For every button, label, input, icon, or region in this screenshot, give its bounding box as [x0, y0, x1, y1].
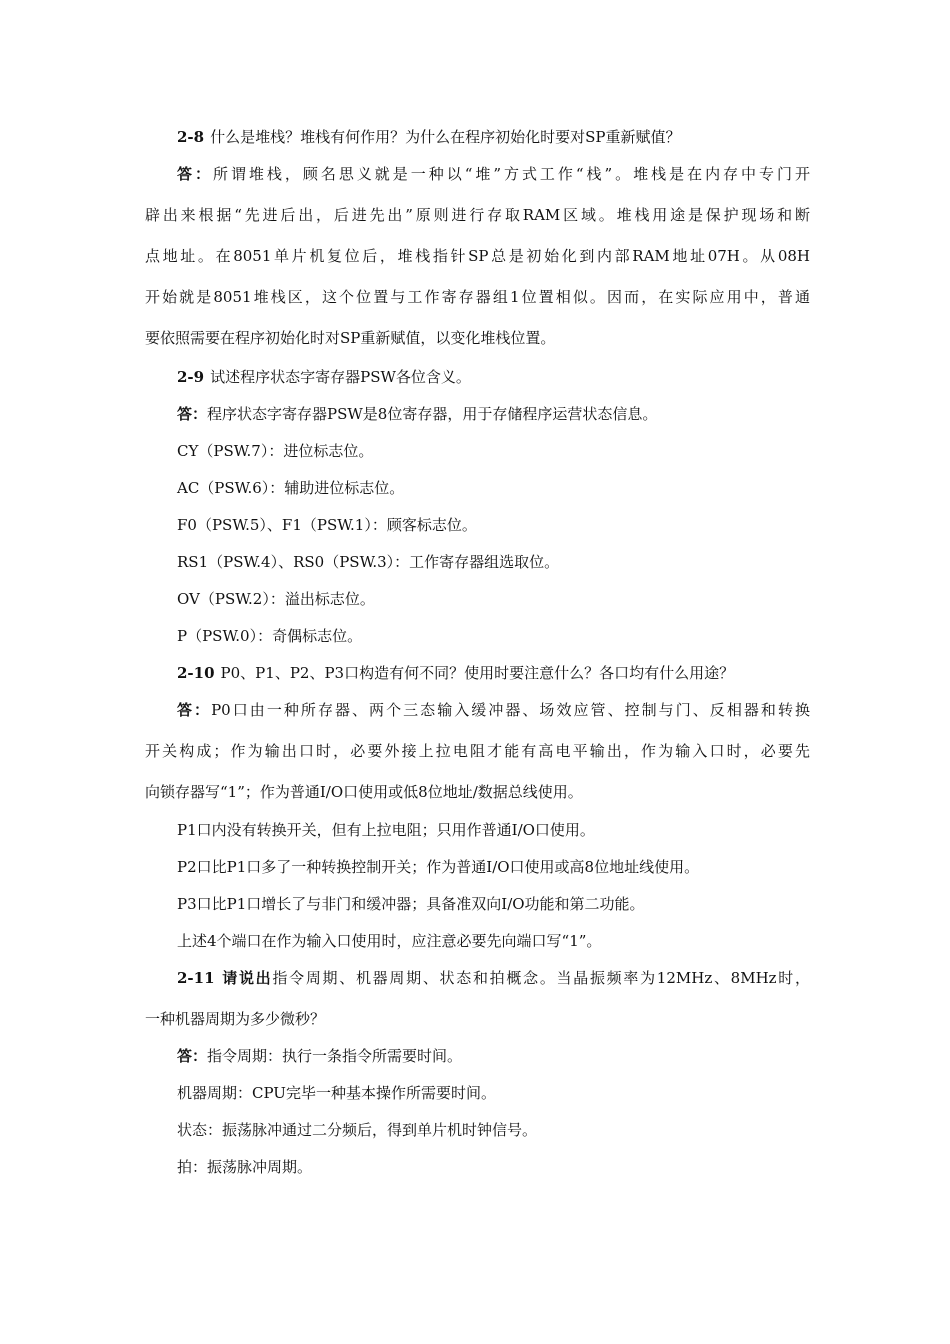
question-text: 试述程序状态字寄存器PSW各位含义。 [210, 368, 471, 386]
question-number: 2-8 [177, 128, 205, 146]
psw-bit-item: OV（PSW.2）：溢出标志位。 [177, 590, 375, 608]
answer-line: 点地址。在8051单片机复位后，堆栈指针SP总是初始化到内部RAM地址07H。从08H [145, 247, 810, 265]
definition-item: 拍：振荡脉冲周期。 [177, 1158, 313, 1176]
answer-line: 辟出来根据“先进后出，后进先出”原则进行存取RAM区域。堆栈用途是保护现场和断 [145, 206, 810, 224]
answer-label: 答： [177, 1047, 208, 1065]
question-2-11 [177, 967, 810, 989]
question-text: P0、P1、P2、P3口构造有何不同？使用时要注意什么？各口均有什么用途？ [220, 664, 735, 682]
definition-item: 状态：振荡脉冲通过二分频后，得到单片机时钟信号。 [177, 1121, 538, 1139]
question-number: 2-11 [177, 969, 215, 987]
question-number: 2-10 [177, 664, 215, 682]
psw-bit-item: AC（PSW.6）：辅助进位标志位。 [177, 479, 405, 497]
answer-line: 答：所谓堆栈，顾名思义就是一种以“堆”方式工作“栈”。堆栈是在内存中专门开 [177, 165, 810, 183]
answer-line: 答：指令周期：执行一条指令所需要时间。 [177, 1047, 463, 1065]
port-item: P3口比P1口增长了与非门和缓冲器；具备准双向I/O功能和第二功能。 [177, 895, 645, 913]
answer-label: 答： [177, 405, 208, 423]
answer-label: 答： [177, 165, 213, 183]
question-lead: 请说出 [220, 969, 273, 987]
psw-bit-item: RS1（PSW.4）、RS0（PSW.3）：工作寄存器组选取位。 [177, 553, 560, 571]
psw-bit-item: P（PSW.0）：奇偶标志位。 [177, 627, 363, 645]
answer-line: 答：P0口由一种所存器、两个三态输入缓冲器、场效应管、控制与门、反相器和转换 [177, 701, 810, 719]
question-2-9 [177, 366, 810, 388]
psw-bit-item: CY（PSW.7）：进位标志位。 [177, 442, 374, 460]
answer-line: 要依照需要在程序初始化时对SP重新赋值，以变化堆栈位置。 [145, 329, 556, 347]
question-2-8 [177, 126, 810, 148]
question-text: 什么是堆栈？堆栈有何作用？为什么在程序初始化时要对SP重新赋值？ [210, 128, 681, 146]
answer-line: 开关构成；作为输出口时，必要外接上拉电阻才能有高电平输出，作为输入口时，必要先 [145, 742, 810, 760]
question-number: 2-9 [177, 368, 205, 386]
question-2-10 [177, 662, 810, 684]
question-text-cont: 一种机器周期为多少微秒？ [145, 1010, 326, 1028]
port-item: P2口比P1口多了一种转换控制开关；作为普通I/O口使用或高8位地址线使用。 [177, 858, 700, 876]
answer-line: 向锁存器写“1”；作为普通I/O口使用或低8位地址/数据总线使用。 [145, 783, 583, 801]
port-item: P1口内没有转换开关，但有上拉电阻；只用作普通I/O口使用。 [177, 821, 595, 839]
psw-bit-item: F0（PSW.5）、F1（PSW.1）：顾客标志位。 [177, 516, 477, 534]
answer-label: 答： [177, 701, 212, 719]
answer-line: 开始就是8051堆栈区，这个位置与工作寄存器组1位置相似。因而，在实际应用中，普通 [145, 288, 810, 306]
question-text: 指令周期、机器周期、状态和拍概念。当晶振频率为12MHz、8MHz时， [272, 969, 810, 987]
answer-line: 答：程序状态字寄存器PSW是8位寄存器，用于存储程序运营状态信息。 [177, 405, 658, 423]
port-item: 上述4个端口在作为输入口使用时，应注意必要先向端口写“1”。 [177, 932, 602, 950]
definition-item: 机器周期：CPU完毕一种基本操作所需要时间。 [177, 1084, 496, 1102]
